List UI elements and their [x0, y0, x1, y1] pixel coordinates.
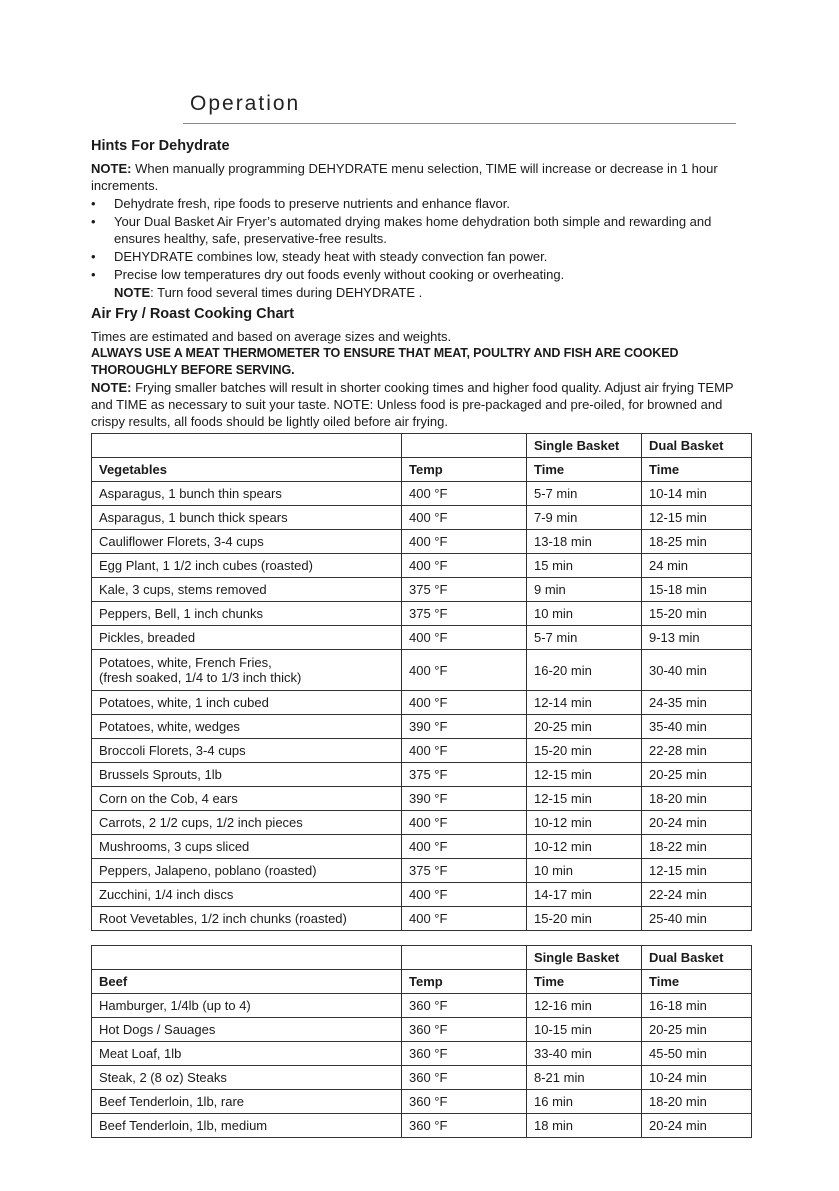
dual-basket-time-cell: 20-25 min — [642, 1018, 752, 1042]
food-cell: Peppers, Jalapeno, poblano (roasted) — [92, 859, 402, 883]
dehydrate-sub-note — [91, 284, 751, 301]
single-basket-time-cell: 10-12 min — [527, 811, 642, 835]
table-row — [92, 715, 752, 739]
temp-cell: 400 °F — [402, 811, 527, 835]
table-row — [92, 763, 752, 787]
airfry-heading: Air Fry / Roast Cooking Chart — [91, 306, 295, 322]
temp-cell: 400 °F — [402, 650, 527, 691]
table-top-header-row — [92, 946, 752, 970]
food-cell: Pickles, breaded — [92, 626, 402, 650]
airfry-note — [91, 379, 751, 430]
single-basket-time-cell: 10-12 min — [527, 835, 642, 859]
table-row — [92, 1066, 752, 1090]
list-item — [91, 248, 751, 265]
dual-basket-time-cell: 24-35 min — [642, 691, 752, 715]
single-basket-time-cell: 16 min — [527, 1090, 642, 1114]
temp-cell: 400 °F — [402, 691, 527, 715]
temp-cell: 400 °F — [402, 506, 527, 530]
temp-cell: 375 °F — [402, 859, 527, 883]
column-header: Beef — [92, 970, 402, 994]
single-basket-time-cell: 18 min — [527, 1114, 642, 1138]
food-cell: Kale, 3 cups, stems removed — [92, 578, 402, 602]
food-cell: Potatoes, white, 1 inch cubed — [92, 691, 402, 715]
top-header-cell: Single Basket — [527, 946, 642, 970]
temp-cell: 400 °F — [402, 883, 527, 907]
food-cell: Egg Plant, 1 1/2 inch cubes (roasted) — [92, 554, 402, 578]
temp-cell: 360 °F — [402, 1114, 527, 1138]
table-row — [92, 1090, 752, 1114]
food-cell: Root Vevetables, 1/2 inch chunks (roasted) — [92, 907, 402, 931]
dual-basket-time-cell: 18-20 min — [642, 787, 752, 811]
airfry-intro: Times are estimated and based on average sizes and weights. — [91, 329, 452, 344]
list-item — [91, 195, 751, 212]
column-header: Time — [642, 458, 752, 482]
single-basket-time-cell: 14-17 min — [527, 883, 642, 907]
temp-cell: 360 °F — [402, 1042, 527, 1066]
food-cell: Peppers, Bell, 1 inch chunks — [92, 602, 402, 626]
table-row — [92, 787, 752, 811]
table-row — [92, 1042, 752, 1066]
column-header: Temp — [402, 458, 527, 482]
beef-cooking-table — [91, 945, 752, 1138]
table-row — [92, 482, 752, 506]
table-row — [92, 811, 752, 835]
table-header-row — [92, 458, 752, 482]
dual-basket-time-cell: 18-25 min — [642, 530, 752, 554]
table-row — [92, 859, 752, 883]
dual-basket-time-cell: 18-22 min — [642, 835, 752, 859]
dual-basket-time-cell: 20-24 min — [642, 1114, 752, 1138]
food-cell: Cauliflower Florets, 3-4 cups — [92, 530, 402, 554]
dual-basket-time-cell: 20-24 min — [642, 811, 752, 835]
temp-cell: 400 °F — [402, 739, 527, 763]
dual-basket-time-cell: 9-13 min — [642, 626, 752, 650]
dual-basket-time-cell: 10-24 min — [642, 1066, 752, 1090]
title-divider — [183, 123, 736, 124]
list-item — [91, 213, 751, 247]
instructions-block — [91, 138, 751, 430]
temp-cell: 400 °F — [402, 530, 527, 554]
food-cell: Steak, 2 (8 oz) Steaks — [92, 1066, 402, 1090]
single-basket-time-cell: 15-20 min — [527, 907, 642, 931]
dual-basket-time-cell: 18-20 min — [642, 1090, 752, 1114]
single-basket-time-cell: 12-15 min — [527, 787, 642, 811]
column-header: Time — [527, 458, 642, 482]
hint-text: Precise low temperatures dry out foods evenly without cooking or overheating. — [114, 267, 565, 282]
dehydrate-heading: Hints For Dehydrate — [91, 138, 230, 154]
temp-cell: 400 °F — [402, 554, 527, 578]
dehydrate-note — [91, 160, 751, 194]
single-basket-time-cell: 9 min — [527, 578, 642, 602]
food-cell: Carrots, 2 1/2 cups, 1/2 inch pieces — [92, 811, 402, 835]
vegetables-cooking-table — [91, 433, 752, 931]
dual-basket-time-cell: 24 min — [642, 554, 752, 578]
bullet-icon: • — [91, 267, 96, 282]
dual-basket-time-cell: 25-40 min — [642, 907, 752, 931]
dual-basket-time-cell: 22-28 min — [642, 739, 752, 763]
temp-cell: 375 °F — [402, 763, 527, 787]
food-cell: Broccoli Florets, 3-4 cups — [92, 739, 402, 763]
table-row — [92, 835, 752, 859]
dual-basket-time-cell: 45-50 min — [642, 1042, 752, 1066]
dual-basket-time-cell: 12-15 min — [642, 859, 752, 883]
table-row — [92, 883, 752, 907]
top-header-cell: Single Basket — [527, 434, 642, 458]
top-header-cell — [92, 434, 402, 458]
food-cell: Hot Dogs / Sauages — [92, 1018, 402, 1042]
table-top-header-row — [92, 434, 752, 458]
dual-basket-time-cell: 30-40 min — [642, 650, 752, 691]
food-cell: Potatoes, white, French Fries, (fresh soaked, 1/4 to 1/3 inch thick) — [92, 650, 402, 691]
column-header: Vegetables — [92, 458, 402, 482]
bullet-icon: • — [91, 196, 96, 211]
sub-note-text: : Turn food several times during DEHYDRATE . — [150, 285, 423, 300]
meat-thermometer-warning: ALWAYS USE A MEAT THERMOMETER TO ENSURE THAT MEAT, POULTRY AND FISH ARE COOKED THOROUGHLY BEFORE SERVING. — [91, 346, 679, 377]
single-basket-time-cell: 16-20 min — [527, 650, 642, 691]
food-cell: Hamburger, 1/4lb (up to 4) — [92, 994, 402, 1018]
bullet-icon: • — [91, 249, 96, 264]
table-header-row — [92, 970, 752, 994]
dual-basket-time-cell: 15-18 min — [642, 578, 752, 602]
single-basket-time-cell: 10 min — [527, 859, 642, 883]
dual-basket-time-cell: 15-20 min — [642, 602, 752, 626]
top-header-cell: Dual Basket — [642, 434, 752, 458]
section-title: Operation — [190, 92, 301, 115]
food-cell: Beef Tenderloin, 1lb, rare — [92, 1090, 402, 1114]
temp-cell: 400 °F — [402, 907, 527, 931]
temp-cell: 375 °F — [402, 602, 527, 626]
top-header-cell — [92, 946, 402, 970]
table-row — [92, 578, 752, 602]
list-item — [91, 266, 751, 283]
table-row — [92, 994, 752, 1018]
dehydrate-note-text: When manually programming DEHYDRATE menu selection, TIME will increase or decrease in 1 hour increments. — [91, 161, 718, 193]
temp-cell: 360 °F — [402, 994, 527, 1018]
temp-cell: 400 °F — [402, 835, 527, 859]
column-header: Time — [642, 970, 752, 994]
single-basket-time-cell: 12-16 min — [527, 994, 642, 1018]
table-row — [92, 650, 752, 691]
food-cell: Asparagus, 1 bunch thick spears — [92, 506, 402, 530]
temp-cell: 390 °F — [402, 787, 527, 811]
table-row — [92, 739, 752, 763]
temp-cell: 375 °F — [402, 578, 527, 602]
table-row — [92, 626, 752, 650]
table-row — [92, 506, 752, 530]
top-header-cell: Dual Basket — [642, 946, 752, 970]
temp-cell: 400 °F — [402, 626, 527, 650]
dehydrate-hints-list — [91, 195, 751, 283]
temp-cell: 390 °F — [402, 715, 527, 739]
table-row — [92, 554, 752, 578]
hint-text: DEHYDRATE combines low, steady heat with steady convection fan power. — [114, 249, 548, 264]
dehydrate-note-label: NOTE: — [91, 161, 132, 176]
single-basket-time-cell: 10 min — [527, 602, 642, 626]
temp-cell: 360 °F — [402, 1018, 527, 1042]
temp-cell: 360 °F — [402, 1090, 527, 1114]
food-cell: Corn on the Cob, 4 ears — [92, 787, 402, 811]
single-basket-time-cell: 13-18 min — [527, 530, 642, 554]
hint-text: Your Dual Basket Air Fryer’s automated drying makes home dehydration both simple and rewarding and ensures healthy, safe, preservative-free results. — [114, 214, 712, 246]
temp-cell: 360 °F — [402, 1066, 527, 1090]
single-basket-time-cell: 12-15 min — [527, 763, 642, 787]
dual-basket-time-cell: 35-40 min — [642, 715, 752, 739]
single-basket-time-cell: 5-7 min — [527, 482, 642, 506]
airfry-note-text: Frying smaller batches will result in shorter cooking times and higher food quality. Adjust air frying TEMP and TIME as necessary to suit your taste. NOTE: Unless food is pre-packaged and pre-oiled, for browned and crispy results, all foods should be lightly oiled before air frying. — [91, 380, 734, 429]
single-basket-time-cell: 20-25 min — [527, 715, 642, 739]
table-row — [92, 691, 752, 715]
food-cell: Asparagus, 1 bunch thin spears — [92, 482, 402, 506]
table-row — [92, 602, 752, 626]
column-header: Time — [527, 970, 642, 994]
dual-basket-time-cell: 20-25 min — [642, 763, 752, 787]
food-cell: Meat Loaf, 1lb — [92, 1042, 402, 1066]
top-header-cell — [402, 434, 527, 458]
column-header: Temp — [402, 970, 527, 994]
single-basket-time-cell: 12-14 min — [527, 691, 642, 715]
single-basket-time-cell: 33-40 min — [527, 1042, 642, 1066]
table-row — [92, 907, 752, 931]
temp-cell: 400 °F — [402, 482, 527, 506]
single-basket-time-cell: 8-21 min — [527, 1066, 642, 1090]
food-cell: Mushrooms, 3 cups sliced — [92, 835, 402, 859]
bullet-icon: • — [91, 214, 96, 229]
table-row — [92, 1114, 752, 1138]
single-basket-time-cell: 15-20 min — [527, 739, 642, 763]
dual-basket-time-cell: 10-14 min — [642, 482, 752, 506]
food-cell: Brussels Sprouts, 1lb — [92, 763, 402, 787]
food-cell: Zucchini, 1/4 inch discs — [92, 883, 402, 907]
single-basket-time-cell: 15 min — [527, 554, 642, 578]
dual-basket-time-cell: 16-18 min — [642, 994, 752, 1018]
single-basket-time-cell: 5-7 min — [527, 626, 642, 650]
single-basket-time-cell: 10-15 min — [527, 1018, 642, 1042]
table-row — [92, 530, 752, 554]
hint-text: Dehydrate fresh, ripe foods to preserve nutrients and enhance flavor. — [114, 196, 511, 211]
dual-basket-time-cell: 12-15 min — [642, 506, 752, 530]
single-basket-time-cell: 7-9 min — [527, 506, 642, 530]
food-cell: Beef Tenderloin, 1lb, medium — [92, 1114, 402, 1138]
sub-note-label: NOTE — [114, 285, 151, 300]
table-row — [92, 1018, 752, 1042]
food-cell: Potatoes, white, wedges — [92, 715, 402, 739]
dual-basket-time-cell: 22-24 min — [642, 883, 752, 907]
airfry-note-label: NOTE: — [91, 380, 132, 395]
top-header-cell — [402, 946, 527, 970]
